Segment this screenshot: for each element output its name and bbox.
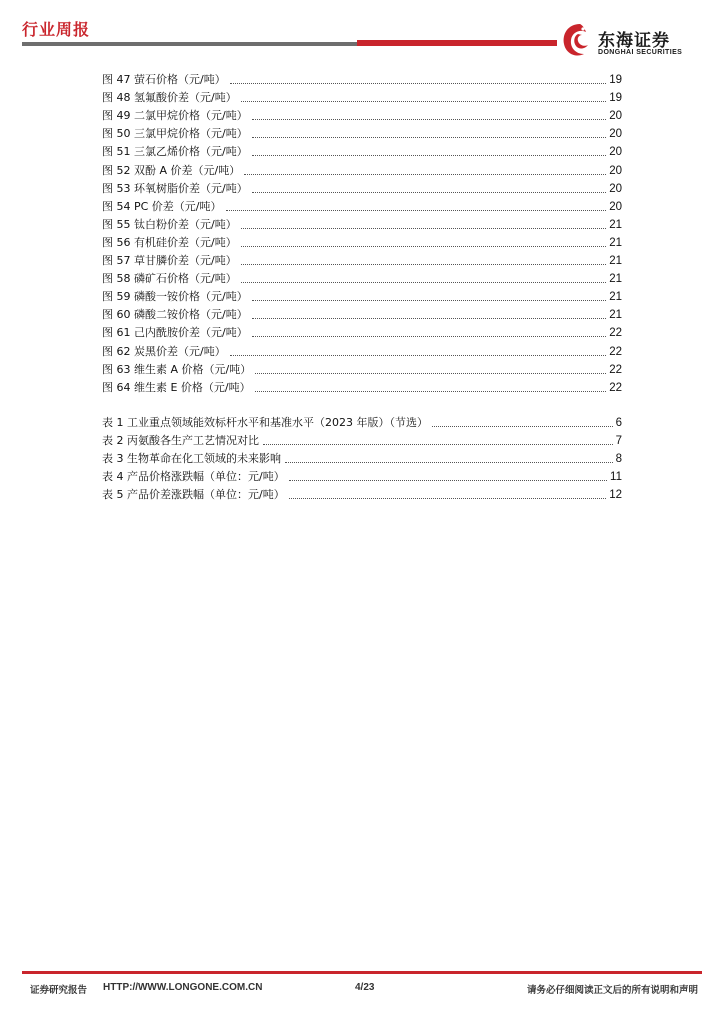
toc-dot-leader [241, 264, 607, 265]
toc-entry-label: 图 60 磷酸二铵价格（元/吨） [102, 308, 248, 322]
toc-dot-leader [230, 83, 607, 84]
toc-dot-leader [252, 119, 607, 120]
toc-entry-page: 7 [615, 435, 622, 448]
toc-entry-label: 图 64 维生素 E 价格（元/吨） [102, 380, 251, 394]
footer-page-number: 4/23 [355, 982, 375, 993]
figure-toc-entry[interactable] [102, 250, 622, 268]
toc-entry-label: 图 56 有机硅价差（元/吨） [102, 235, 237, 249]
footer-divider [22, 971, 702, 974]
figure-toc-entry[interactable] [102, 232, 622, 250]
toc-entry-page: 11 [610, 471, 622, 484]
toc-entry-label: 图 58 磷矿石价格（元/吨） [102, 272, 237, 286]
toc-entry-label: 表 2 丙氨酸各生产工艺情况对比 [102, 434, 259, 448]
figure-toc-entry[interactable] [102, 377, 622, 395]
toc-entry-label: 图 51 三氯乙烯价格（元/吨） [102, 145, 248, 159]
donghai-logo [558, 20, 708, 60]
figure-toc-entry[interactable] [102, 322, 622, 340]
toc-entry-label: 图 50 三氯甲烷价格（元/吨） [102, 127, 248, 141]
toc-dot-leader [226, 210, 607, 211]
figure-toc-entry[interactable] [102, 268, 622, 286]
toc-entry-label: 图 63 维生素 A 价格（元/吨） [102, 362, 252, 376]
toc-entry-page: 22 [609, 381, 622, 394]
logo-chinese-name: 东海证券 [598, 31, 670, 51]
table-index-list [102, 412, 622, 502]
table-toc-entry[interactable] [102, 412, 622, 430]
toc-entry-label: 图 47 萤石价格（元/吨） [102, 73, 226, 87]
toc-dot-leader [244, 174, 606, 175]
toc-entry-page: 21 [609, 273, 622, 286]
toc-entry-page: 19 [609, 92, 622, 105]
toc-dot-leader [241, 246, 607, 247]
toc-entry-label: 图 57 草甘膦价差（元/吨） [102, 254, 237, 268]
toc-entry-label: 表 3 生物革命在化工领域的未来影响 [102, 452, 281, 466]
toc-entry-page: 12 [609, 489, 622, 502]
toc-entry-page: 20 [609, 128, 622, 141]
toc-dot-leader [241, 101, 607, 102]
figure-toc-entry[interactable] [102, 105, 622, 123]
logo-english-name: DONGHAI SECURITIES [598, 49, 683, 56]
toc-entry-label: 图 53 环氧树脂价差（元/吨） [102, 181, 248, 195]
toc-entry-page: 21 [609, 291, 622, 304]
toc-entry-label: 图 52 双酚 A 价差（元/吨） [102, 163, 241, 177]
toc-entry-page: 21 [609, 309, 622, 322]
toc-dot-leader [289, 498, 607, 499]
toc-dot-leader [252, 300, 607, 301]
toc-dot-leader [432, 426, 613, 427]
header-divider-red [357, 40, 557, 46]
toc-entry-page: 6 [615, 417, 622, 430]
toc-dot-leader [255, 391, 607, 392]
toc-entry-label: 图 59 磷酸一铵价格（元/吨） [102, 290, 248, 304]
footer-report-label: 证券研究报告 [30, 985, 88, 996]
toc-entry-page: 22 [609, 327, 622, 340]
figure-toc-entry[interactable] [102, 196, 622, 214]
figure-toc-entry[interactable] [102, 359, 622, 377]
toc-dot-leader [241, 282, 607, 283]
toc-entry-page: 22 [609, 363, 622, 376]
footer-disclaimer: 请务必仔细阅读正文后的所有说明和声明 [526, 985, 698, 996]
figure-index-list [102, 69, 622, 395]
toc-dot-leader [252, 137, 607, 138]
figure-toc-entry[interactable] [102, 87, 622, 105]
figure-toc-entry[interactable] [102, 141, 622, 159]
toc-entry-page: 20 [609, 200, 622, 213]
toc-dot-leader [289, 480, 607, 481]
toc-entry-label: 表 1 工业重点领域能效标杆水平和基准水平（2023 年版）（节选） [102, 416, 428, 430]
table-toc-entry[interactable] [102, 448, 622, 466]
toc-entry-page: 19 [609, 74, 622, 87]
toc-entry-page: 20 [609, 164, 622, 177]
toc-entry-page: 20 [609, 146, 622, 159]
figure-toc-entry[interactable] [102, 178, 622, 196]
table-toc-entry[interactable] [102, 466, 622, 484]
toc-dot-leader [263, 444, 613, 445]
toc-entry-label: 表 5 产品价差涨跌幅（单位：元/吨） [102, 488, 285, 502]
toc-dot-leader [285, 462, 613, 463]
toc-entry-page: 22 [609, 345, 622, 358]
toc-entry-label: 图 62 炭黑价差（元/吨） [102, 344, 226, 358]
toc-entry-page: 21 [609, 255, 622, 268]
toc-dot-leader [252, 155, 607, 156]
figure-toc-entry[interactable] [102, 214, 622, 232]
toc-entry-label: 图 55 钛白粉价差（元/吨） [102, 217, 237, 231]
toc-entry-page: 21 [609, 236, 622, 249]
toc-entry-label: 图 49 二氯甲烷价格（元/吨） [102, 109, 248, 123]
toc-dot-leader [252, 192, 607, 193]
figure-toc-entry[interactable] [102, 286, 622, 304]
toc-entry-label: 图 48 氢氟酸价差（元/吨） [102, 91, 237, 105]
header-divider-gray [22, 42, 357, 46]
toc-dot-leader [252, 318, 607, 319]
figure-toc-entry[interactable] [102, 340, 622, 358]
toc-entry-label: 图 61 己内酰胺价差（元/吨） [102, 326, 248, 340]
toc-dot-leader [255, 373, 606, 374]
toc-dot-leader [241, 228, 607, 229]
toc-entry-page: 21 [609, 218, 622, 231]
dragon-logo-icon [558, 20, 594, 60]
toc-entry-label: 表 4 产品价格涨跌幅（单位：元/吨） [102, 470, 285, 484]
figure-toc-entry[interactable] [102, 69, 622, 87]
toc-entry-page: 8 [615, 453, 622, 466]
toc-dot-leader [230, 355, 607, 356]
footer-website-link[interactable]: HTTP://WWW.LONGONE.COM.CN [103, 982, 263, 993]
figure-toc-entry[interactable] [102, 304, 622, 322]
toc-entry-page: 20 [609, 182, 622, 195]
report-type-title: 行业周报 [22, 20, 91, 39]
figure-toc-entry[interactable] [102, 159, 622, 177]
toc-dot-leader [252, 336, 607, 337]
table-toc-entry[interactable] [102, 484, 622, 502]
figure-toc-entry[interactable] [102, 123, 622, 141]
toc-entry-label: 图 54 PC 价差（元/吨） [102, 199, 222, 213]
table-toc-entry[interactable] [102, 430, 622, 448]
toc-entry-page: 20 [609, 110, 622, 123]
